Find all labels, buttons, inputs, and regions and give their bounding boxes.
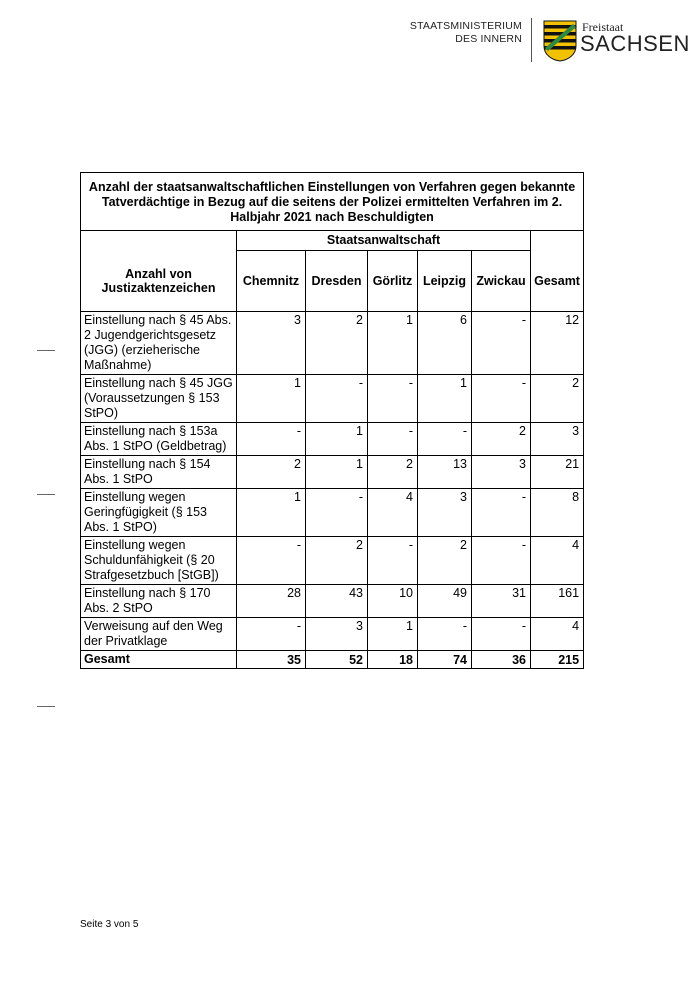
table-cell: 1 <box>368 312 418 375</box>
table-cell: 4 <box>368 489 418 537</box>
table-cell: 12 <box>531 312 584 375</box>
table-cell: 43 <box>306 585 368 618</box>
ministry-name-line2: DES INNERN <box>455 33 522 45</box>
table-cell: 1 <box>418 375 472 423</box>
row-label: Einstellung nach § 45 Abs. 2 Jugendgerichtsgesetz (JGG) (erzieherische Maßnahme) <box>81 312 237 375</box>
table-cell: 1 <box>237 489 306 537</box>
table-cell: - <box>472 489 531 537</box>
table-cell: - <box>237 537 306 585</box>
table-cell: 3 <box>418 489 472 537</box>
total-cell: 215 <box>531 651 584 669</box>
total-cell: 74 <box>418 651 472 669</box>
table-cell: - <box>237 423 306 456</box>
column-header-chemnitz: Chemnitz <box>237 251 306 312</box>
table-cell: 3 <box>306 618 368 651</box>
table-cell: 2 <box>418 537 472 585</box>
table-cell: 2 <box>237 456 306 489</box>
table-cell: 161 <box>531 585 584 618</box>
header-ministry <box>404 20 522 46</box>
row-label: Einstellung wegen Schuldunfähigkeit (§ 20 Strafgesetzbuch [StGB]) <box>81 537 237 585</box>
column-header-leipzig: Leipzig <box>418 251 472 312</box>
saxony-crest-icon <box>543 20 577 62</box>
fold-mark <box>37 350 55 351</box>
total-cell: 52 <box>306 651 368 669</box>
row-label: Einstellung nach § 45 JGG (Voraussetzungen § 153 StPO) <box>81 375 237 423</box>
table-cell: 10 <box>368 585 418 618</box>
total-cell: 35 <box>237 651 306 669</box>
table-row <box>81 618 584 651</box>
table-cell: - <box>368 375 418 423</box>
row-label: Einstellung nach § 170 Abs. 2 StPO <box>81 585 237 618</box>
table-cell: 1 <box>368 618 418 651</box>
table-cell: 1 <box>306 423 368 456</box>
total-label: Gesamt <box>81 651 237 669</box>
table-cell: - <box>368 537 418 585</box>
table-cell: - <box>306 375 368 423</box>
column-header-goerlitz: Görlitz <box>368 251 418 312</box>
table-cell: - <box>472 537 531 585</box>
row-label: Einstellung wegen Geringfügigkeit (§ 153 Abs. 1 StPO) <box>81 489 237 537</box>
table-cell: 2 <box>306 537 368 585</box>
table-cell: 2 <box>368 456 418 489</box>
table-cell: 2 <box>472 423 531 456</box>
table-cell: 31 <box>472 585 531 618</box>
row-label: Verweisung auf den Weg der Privatklage <box>81 618 237 651</box>
total-cell: 18 <box>368 651 418 669</box>
table-cell: 4 <box>531 537 584 585</box>
table-cell: 49 <box>418 585 472 618</box>
table-cell: - <box>472 618 531 651</box>
punch-mark <box>37 494 55 495</box>
state-label-big: SACHSEN <box>580 31 690 56</box>
table-total-row <box>81 651 584 669</box>
table-cell: 21 <box>531 456 584 489</box>
table-cell: 3 <box>237 312 306 375</box>
table-cell: - <box>368 423 418 456</box>
table-title: Anzahl der staatsanwaltschaftlichen Einstellungen von Verfahren gegen bekannte Tatverdächtige in Bezug auf die seitens der Polizei ermittelten Verfahren im 2. Halbjahr 2021 nach Beschuldigten <box>81 173 584 231</box>
group-header-staatsanwaltschaft: Staatsanwaltschaft <box>237 231 531 251</box>
page-number: Seite 3 von 5 <box>80 919 139 930</box>
table-cell: 2 <box>531 375 584 423</box>
empty-header-cell <box>531 231 584 251</box>
row-header-label: Anzahl von Justizaktenzeichen <box>81 251 237 312</box>
column-header-dresden: Dresden <box>306 251 368 312</box>
table-cell: 13 <box>418 456 472 489</box>
table-row <box>81 537 584 585</box>
state-label-small: Freistaat <box>582 20 624 34</box>
table-row <box>81 456 584 489</box>
table-cell: - <box>418 423 472 456</box>
ministry-name-line1: STAATSMINISTERIUM <box>409 20 522 32</box>
fold-mark <box>37 706 55 707</box>
header-divider <box>531 18 532 62</box>
column-header-zwickau: Zwickau <box>472 251 531 312</box>
table-row <box>81 489 584 537</box>
table-cell: - <box>237 618 306 651</box>
table-row <box>81 423 584 456</box>
table-cell: 1 <box>306 456 368 489</box>
table-cell: - <box>306 489 368 537</box>
total-cell: 36 <box>472 651 531 669</box>
table-row <box>81 585 584 618</box>
table-cell: 3 <box>472 456 531 489</box>
table-cell: 8 <box>531 489 584 537</box>
table-cell: 28 <box>237 585 306 618</box>
table-cell: 3 <box>531 423 584 456</box>
table-cell: - <box>472 312 531 375</box>
table-cell: - <box>418 618 472 651</box>
table-cell: - <box>472 375 531 423</box>
table-cell: 2 <box>306 312 368 375</box>
table-row <box>81 375 584 423</box>
table-cell: 4 <box>531 618 584 651</box>
column-header-gesamt: Gesamt <box>531 251 584 312</box>
table-row <box>81 312 584 375</box>
row-label: Einstellung nach § 153a Abs. 1 StPO (Geldbetrag) <box>81 423 237 456</box>
row-label: Einstellung nach § 154 Abs. 1 StPO <box>81 456 237 489</box>
statistics-table <box>80 172 584 669</box>
table-cell: 6 <box>418 312 472 375</box>
table-cell: 1 <box>237 375 306 423</box>
empty-corner-cell <box>81 231 237 251</box>
